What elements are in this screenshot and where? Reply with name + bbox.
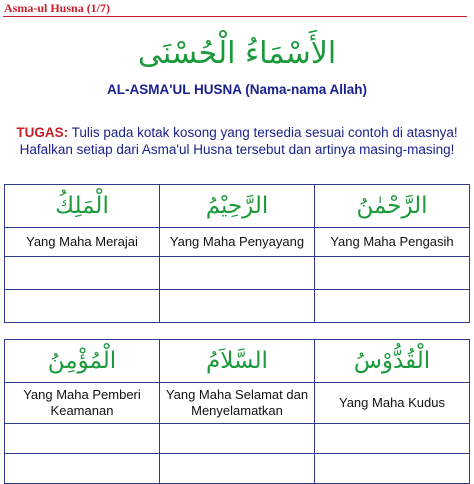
header-title: Asma-ul Husna (1/7) (4, 1, 111, 15)
names-table-1 (4, 184, 470, 323)
blank-writing-cell[interactable] (5, 290, 160, 323)
blank-writing-cell[interactable] (160, 257, 315, 290)
blank-writing-cell[interactable] (5, 454, 160, 484)
task-instructions (0, 124, 474, 158)
blank-writing-cell[interactable] (315, 424, 470, 454)
blank-writing-cell[interactable] (160, 454, 315, 484)
blank-row (5, 257, 470, 290)
blank-writing-cell[interactable] (315, 290, 470, 323)
blank-row (5, 424, 470, 454)
arabic-name-cell: السَّلاَمُ (160, 340, 315, 383)
arabic-name-cell: الرَّحِيْمُ (160, 185, 315, 228)
task-label: TUGAS: (16, 125, 69, 140)
arabic-title: الأَسْمَاءُ الْحُسْنَى (137, 36, 337, 71)
meaning-row (5, 383, 470, 424)
meaning-cell: Yang Maha Penyayang (160, 228, 315, 257)
arabic-name-cell: الرَّحْمٰنُ (315, 185, 470, 228)
arabic-name-cell: الْمَلِكُ (5, 185, 160, 228)
arabic-row (5, 185, 470, 228)
meaning-cell: Yang Maha Pemberi Keamanan (5, 383, 160, 424)
arabic-name-cell: الْقُدُّوْسُ (315, 340, 470, 383)
blank-row (5, 454, 470, 484)
blank-writing-cell[interactable] (5, 424, 160, 454)
blank-writing-cell[interactable] (315, 257, 470, 290)
blank-writing-cell[interactable] (160, 290, 315, 323)
arabic-name-cell: الْمُؤْمِنُ (5, 340, 160, 383)
blank-writing-cell[interactable] (160, 424, 315, 454)
meaning-cell: Yang Maha Selamat dan Menyelamatkan (160, 383, 315, 424)
page-header (3, 2, 467, 17)
blank-writing-cell[interactable] (5, 257, 160, 290)
names-table-2 (4, 339, 470, 484)
meaning-cell: Yang Maha Kudus (315, 383, 470, 424)
task-line-2: Hafalkan setiap dari Asma'ul Husna tersebut dan artinya masing-masing! (19, 142, 455, 157)
blank-writing-cell[interactable] (315, 454, 470, 484)
subtitle: AL-ASMA'UL HUSNA (Nama-nama Allah) (107, 82, 367, 97)
meaning-row (5, 228, 470, 257)
meaning-cell: Yang Maha Pengasih (315, 228, 470, 257)
meaning-cell: Yang Maha Merajai (5, 228, 160, 257)
task-line-1: Tulis pada kotak kosong yang tersedia sesuai contoh di atasnya! (68, 125, 458, 140)
arabic-row (5, 340, 470, 383)
blank-row (5, 290, 470, 323)
